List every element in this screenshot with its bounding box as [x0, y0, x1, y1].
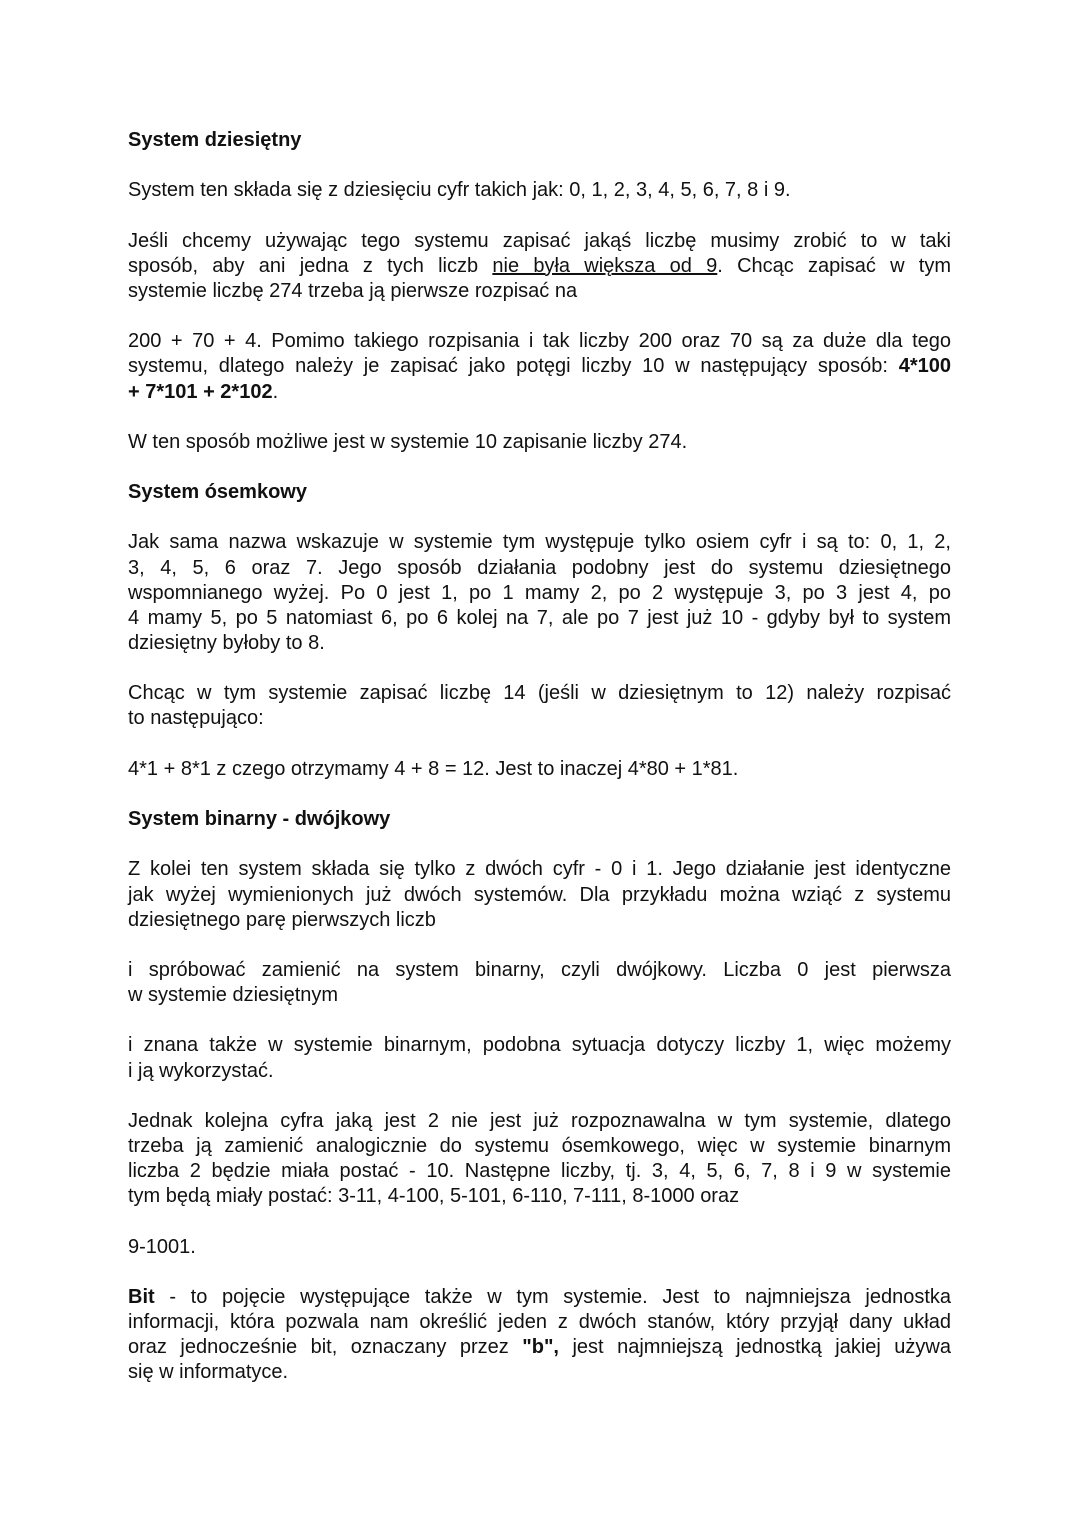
text-segment: - to pojęcie występujące także w tym systemie. Jest to najmniejsza jednostka	[154, 1285, 951, 1308]
text-line: System ósemkowy	[128, 481, 307, 504]
text-line: informacji, która pozwala nam określić jeden z dwóch stanów, który przyjął dany układ	[128, 1311, 951, 1334]
section-heading	[128, 480, 951, 505]
text-line: 4*1 + 8*1 z czego otrzymamy 4 + 8 = 12. Jest to inaczej 4*80 + 1*81.	[128, 757, 739, 780]
text-segment: oraz jednocześnie bit, oznaczany przez	[128, 1336, 523, 1359]
text-line: jak wyżej wymienionych już dwóch systemów. Dla przykładu można wziąć z systemu	[128, 883, 951, 906]
text-line: liczba 2 będzie miała postać - 10. Następne liczby, tj. 3, 4, 5, 6, 7, 8 i 9 w systemie	[128, 1160, 951, 1183]
paragraph	[128, 329, 951, 404]
text-line: w systemie dziesiętnym	[128, 984, 339, 1007]
text-segment: jest najmniejszą jednostką jakiej używa	[559, 1336, 951, 1359]
text-segment: . Chcąc zapisać w tym	[717, 254, 951, 277]
text-line: i znana także w systemie binarnym, podobna sytuacja dotyczy liczby 1, więc możemy	[128, 1034, 951, 1057]
paragraph	[128, 958, 951, 1008]
text-line: się w informatyce.	[128, 1361, 289, 1384]
paragraph	[128, 229, 951, 304]
text-line: Jak sama nazwa wskazuje w systemie tym występuje tylko osiem cyfr i są to: 0, 1, 2,	[128, 531, 951, 554]
text-line: 4 mamy 5, po 5 natomiast 6, po 6 kolej na 7, ale po 7 jest już 10 - gdyby był to system	[128, 606, 951, 629]
text-line: dziesiętnego parę pierwszych liczb	[128, 908, 436, 931]
text-segment: sposób, aby ani jedna z tych liczb	[128, 254, 493, 277]
paragraph	[128, 1109, 951, 1210]
text-line: Jednak kolejna cyfra jaką jest 2 nie jest już rozpoznawalna w tym systemie, dlatego	[128, 1109, 951, 1132]
text-line: Jeśli chcemy używając tego systemu zapisać jakąś liczbę musimy zrobić to w taki	[128, 229, 951, 252]
text-line: System binarny - dwójkowy	[128, 808, 391, 831]
paragraph	[128, 857, 951, 932]
paragraph	[128, 178, 951, 203]
text-line: i spróbować zamienić na system binarny, czyli dwójkowy. Liczba 0 jest pierwsza	[128, 958, 951, 981]
text-line: i ją wykorzystać.	[128, 1059, 274, 1082]
bold-text: Bit	[128, 1285, 155, 1308]
text-line: dziesiętny byłoby to 8.	[128, 632, 325, 655]
text-line: W ten sposób możliwe jest w systemie 10 zapisanie liczby 274.	[128, 430, 688, 453]
text-line: systemie liczbę 274 trzeba ją pierwsze rozpisać na	[128, 279, 578, 302]
bold-text: + 7*101 + 2*102	[128, 380, 273, 403]
text-line	[128, 354, 951, 379]
paragraph	[128, 757, 951, 782]
text-segment: systemu, dlatego należy je zapisać jako potęgi liczby 10 w następujący sposób:	[128, 355, 899, 378]
text-line: trzeba ją zamienić analogicznie do systemu ósemkowego, więc w systemie binarnym	[128, 1135, 951, 1158]
text-line: Chcąc w tym systemie zapisać liczbę 14 (jeśli w dziesiętnym to 12) należy rozpisać	[128, 682, 951, 705]
paragraph	[128, 681, 951, 731]
text-line: 200 + 70 + 4. Pomimo takiego rozpisania i tak liczby 200 oraz 70 są za duże dla tego	[128, 330, 951, 353]
text-line: 9-1001.	[128, 1235, 196, 1258]
bold-text: "b",	[522, 1336, 559, 1359]
text-segment: .	[272, 380, 279, 403]
text-line: 3, 4, 5, 6 oraz 7. Jego sposób działania podobny jest do systemu dziesiętnego	[128, 556, 951, 579]
text-line: tym będą miały postać: 3-11, 4-100, 5-101, 6-110, 7-111, 8-1000 oraz	[128, 1185, 740, 1208]
text-line: System dziesiętny	[128, 129, 302, 151]
text-line	[128, 380, 951, 405]
paragraph	[128, 1033, 951, 1083]
text-line: to następująco:	[128, 707, 264, 730]
text-line: System ten składa się z dziesięciu cyfr takich jak: 0, 1, 2, 3, 4, 5, 6, 7, 8 i 9.	[128, 179, 791, 202]
document-page	[128, 128, 951, 1411]
underlined-text: nie była większa od 9	[492, 254, 718, 277]
bold-text: 4*100	[898, 355, 951, 378]
text-line	[128, 1335, 951, 1360]
paragraph	[128, 1235, 951, 1260]
section-heading	[128, 807, 951, 832]
paragraph	[128, 430, 951, 455]
paragraph	[128, 1285, 951, 1386]
text-line: wspomnianego wyżej. Po 0 jest 1, po 1 mamy 2, po 2 występuje 3, po 3 jest 4, po	[128, 581, 951, 604]
text-line	[128, 1285, 951, 1310]
section-heading	[128, 128, 951, 153]
paragraph	[128, 530, 951, 656]
text-line	[128, 254, 951, 279]
text-line: Z kolei ten system składa się tylko z dwóch cyfr - 0 i 1. Jego działanie jest identyczne	[128, 858, 951, 881]
